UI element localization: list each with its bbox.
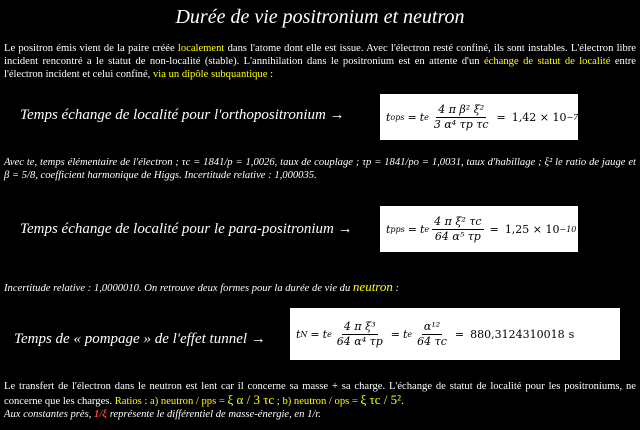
page-title: Durée de vie positronium et neutron xyxy=(175,6,465,28)
inverse-xi: 1/ξ xyxy=(94,409,108,420)
neutron-highlight: neutron xyxy=(352,279,393,294)
ratio-b: ξ τc / 5² xyxy=(360,392,402,407)
outro-last-line: Aux constantes près, 1/ξ représente le différentiel de masse-énergie, en 1/r. xyxy=(4,409,321,420)
ortho-formula: t ops = t e $\frac{\text{4 π β² ξ²}}{\text{3 α⁴ τp τc}}$ = 1,42 × 10 −7 s xyxy=(380,94,578,140)
localement-highlight: localement xyxy=(177,43,225,54)
constants-note: Avec te, temps élémentaire de l'électron ; τc = 1841/p = 1,0026, taux de couplage ; τp = 1841/po = 1,0031, taux d'habillage ; ξ² le ratio de jauge et β = 5/8, coefficient harmonique de Higgs. Incertitude relative : 1,000035. xyxy=(4,157,636,181)
dipole-highlight: via un dipôle subquantique xyxy=(152,69,268,80)
neutron-fraction-1: $\frac{\text{4 π ξ³}}{\text{64 α⁴ τp}}$ xyxy=(336,319,383,348)
echange-highlight: échange de statut de localité xyxy=(483,56,611,67)
neutron-label: Temps de « pompage » de l'effet tunnel → xyxy=(14,331,266,347)
para-label: Temps échange de localité pour le para-positronium → xyxy=(20,221,353,237)
para-formula: t pps = t e $\frac{\text{4 π ξ² τc}}{\text{64 α⁵ τp}}$ = 1,25 × 10 −10 s xyxy=(380,206,578,252)
intro-paragraph: Le positron émis vient de la paire créée localement dans l'atome dont elle est issue. Avec l'électron resté confiné, ils sont instables. L'électron libre incident rencontré a le statut de non-localité (stable). L'annihilation dans le positronium est en attente d'un échange de statut de localité entre l'électron incident et celui confiné, via un dipôle subquantique : xyxy=(4,43,636,80)
neutron-intro: Incertitude relative : 1,0000010. On retrouve deux formes pour la durée de vie du neutron : xyxy=(4,279,400,294)
neutron-fraction-2: $\frac{\text{α¹²}}{64 \tau c}$ xyxy=(417,319,447,348)
ortho-label: Temps échange de localité pour l'orthopositronium → xyxy=(20,107,345,123)
para-fraction: $\frac{\text{4 π ξ² τc}}{\text{64 α⁵ τp}}$ xyxy=(434,214,482,243)
ortho-fraction: $\frac{\text{4 π β² ξ²}}{\text{3 α⁴ τp τc}}$ xyxy=(433,102,489,131)
ratio-a: ξ α / 3 τc xyxy=(227,392,275,407)
neutron-formula: t N = t e $\frac{\text{4 π ξ³}}{\text{64 α⁴ τp}}$ = t e $\frac{\text{α¹²}}{64 \tau c}$ = 880,3124310018 s xyxy=(290,308,620,360)
outro-paragraph: Le transfert de l'électron dans le neutron est lent car il concerne sa masse + sa charge. L'échange de statut de localité pour les positroniums, ne concerne que les charges. Ratios : a) neutron / pps = ξ α / 3 τc ; b) neutron / ops = ξ τc / 5². xyxy=(4,381,636,407)
